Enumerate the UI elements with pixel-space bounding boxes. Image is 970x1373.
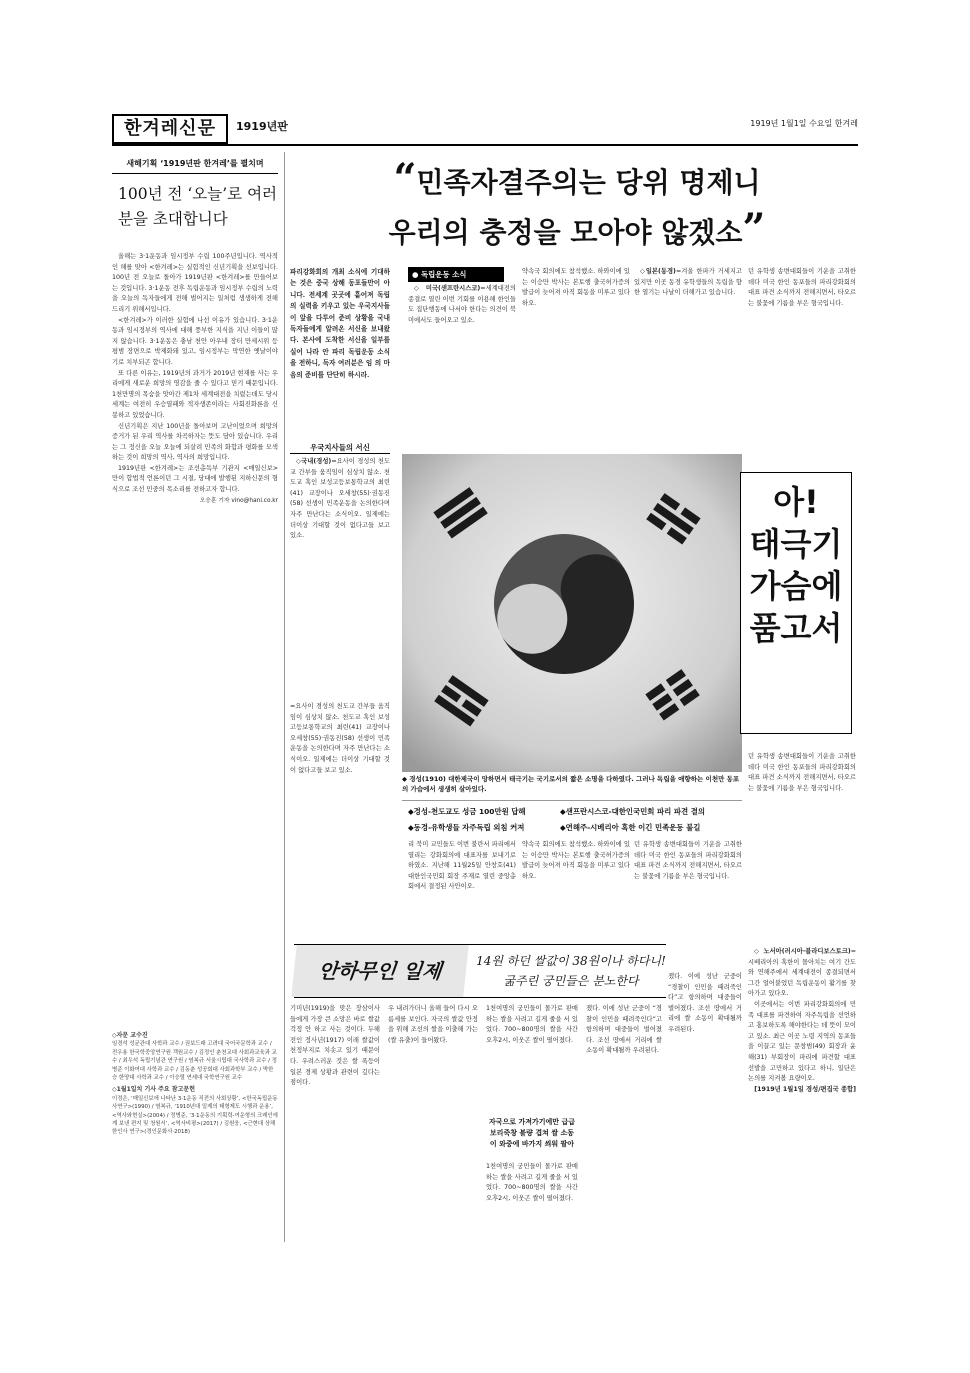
korea-letter — [290, 457, 390, 687]
ah-line: 태극기 — [749, 525, 843, 563]
mid-text-2: 약속국 회의에도 참석했소. 하와이에 있는 이승만 박사는 본토행 출국허가증의 발급이 늦어져 아직 회동을 미루고 있다 하오. — [522, 841, 630, 880]
credits-box — [112, 1032, 278, 1137]
left-headline: 100년 전 ‘오늘’로 여러분을 초대합니다 — [118, 185, 278, 228]
japan-label: ◇일본(동경) — [640, 268, 676, 275]
banner-subtitle: 14원 하던 쌀값이 38원이나 하다니! 굶주린 궁민들은 분노한다 — [476, 954, 666, 988]
right-col-mid: 던 유학생 송변대회들이 기운을 고취한데다 미국 한인 동포들의 파리강화회의 대표 파견 소식까지 전해지면서, 타오르는 불꽃에 기름을 부은 형국입니다. — [748, 753, 856, 792]
references-title: ◇1월1일치 기사 주요 참고문헌 — [112, 1086, 195, 1094]
left-column-body — [112, 252, 278, 1012]
siberia-label: ◇노서아(러시아·블라디보스토크) — [754, 948, 851, 955]
point-item: ◆경성-천도교도 성금 100만원 답해 — [408, 807, 526, 816]
series-label: 새해기획 ‘1919년판 한겨레’를 펼치며 — [112, 158, 278, 174]
banner-title: 안하무인 일제 — [291, 945, 468, 997]
ah-line: 가슴에 — [749, 567, 843, 605]
rice-column-3: 1천여명의 궁민들이 몰가로 판매하는 쌀을 사려고 길게 줄을 서 있었다. 700~800명의 쌀을 사간 오후2시, 이웃곤 쌀이 떨어졌다. — [486, 1005, 578, 1044]
rice-column-2: 우 내려가더니 올해 들어 다시 오름세를 보인다. 자국의 쌀값 안정을 위해 조선의 쌀을 이출해 가는(쌀 유출)이 들어왔다. — [388, 1005, 478, 1044]
edition-label: 1919년판 — [236, 120, 288, 133]
credits-list: 임경석 성균관대 사학과 교수 / 권보드래 고려대 국어국문학과 교수 / 전우용 한국학중앙연구원 객원교수 / 김정인 춘천교대 사회과교육과 교수 / 최우석 독립기념관 연구원 / 염복규 서울시립대 국사학과 교수 / 정병준 이화여대 사학과 교수 / 김동춘 성공회대 사회과학부 교수 / 박한승 한양대 사학과 교수 / 이승렬 연세대 국학연구원 교수 — [112, 1041, 277, 1082]
korea-text: =요사이 경성의 천도교 간부들 움직임이 심상치 않소. 천도교 혹인 보성고등보통학교의 최린(41) 교장이나 오세창(55)·권동진(58) 선생이 민족운동을 논의한다며 자주 만난다는 소식이오. 일제에는 더이상 기대할 것이 없다고들 보고 있소. — [290, 458, 390, 540]
rice-column-5: 쟀다. 이에 성난 군중이 “경찰이 인민을 때려죽인다”고 항의하며 대중들이 벌어졌다. 조선 땅에서 거리에 쌀 소동이 확대될까 우려된다. — [668, 973, 742, 1033]
japan-letter — [634, 267, 742, 442]
korea-letter-cont: =요사이 경성의 천도교 간부들 움직임이 심상치 않소. 천도교 혹인 보성고등보통학교의 최린(41) 교장이나 오세창(55)·권동진(58) 선생이 민족운동을 논의한다며 자주 만난다는 소식이오. 일제에는 더이상 기대할 것이 없다고들 보고 있소. — [290, 703, 390, 774]
usa-label: ◇미국(샌프란시스코) — [414, 285, 481, 292]
masthead — [112, 112, 858, 146]
headline-line-1: 민족자결주의는 당위 명제니 — [416, 166, 761, 199]
newspaper-page — [112, 112, 858, 1248]
intro-text: 파리강화회의 개최 소식에 기대하는 것은 중국 상해 동포들만이 아니다. 전세계 곳곳에 흩어져 독립의 실력을 키우고 있는 우국지사들이 앞을 다투어 준비 상황을 국내 독자들에게 알려온 서신을 보내왔다. 본사에 도착한 서신을 일부를 실어 나라 안 파리 독립운동 소식을 전하니, 독자 여러분은 임 의 마음의 준비를 단단히 하시라. — [290, 268, 390, 379]
main-headline — [297, 156, 857, 256]
open-quote: “ — [393, 155, 417, 202]
mid-text-3: 던 유학생 송변대회들이 기운을 고취한데다 미국 한인 동포들의 파리강화회의 대표 파견 소식까지 전해지면서, 타오르는 불꽃에 기름을 부은 형국입니다. — [634, 841, 742, 880]
rice-boxhead: 자국으로 가져가기에만 급급 보리죽창 불량 겹쳐 쌀 소동 이 와중에 바가지 씌워 팔아 — [488, 1118, 576, 1148]
rice-column-3b: 1천여명의 궁민들이 몰가로 판매하는 쌀을 사려고 길게 줄을 서 있었다. 700~800명의 쌀을 사간 오후2시, 이웃곤 쌀이 떨어졌다. — [486, 1163, 578, 1202]
left-paragraph: 또 다른 이유는, 1919년의 과거가 2019년 현재를 사는 우리에게 새로운 희망의 영감을 줄 수 있다고 믿기 때문입니다. 1천만명의 목숨을 앗아간 제1차 세계대전을 치렀는데도 당시 세계는 여전히 우승열패와 적자생존이라는 사회진화론을 신봉하고 있었습니다. — [112, 369, 278, 419]
credits-title: ◇자문 교수진 — [112, 1032, 148, 1039]
siberia-text: =시베리아의 혹한이 몰아치는 여기 간도와 연해주에서 세계대전이 종결되면서 그간 얼어붙었던 독립운동이 활기를 찾아가고 있다오. — [748, 948, 856, 998]
left-paragraph: <한겨레>가 이러한 실험에 나선 이유가 있습니다. 3·1운동과 임시정부의 역사에 대해 풍부한 지식을 지닌 이들이 많지 않습니다. 3·1운동은 충남 천안 아우내 장터 만세시위 등 평범 장면으로 박제화돼 있고, 임시정부는 막연한 옛날이야기로 치부되곤 합니다. — [112, 316, 278, 366]
right-col-text: 이곳에서는 이번 파리강화회의에 민족 대표를 파견하여 자주독립을 선언하고 홍보하도록 해야한다는 데 뜻이 모이고 있소. 최근 이곳 노령 지역의 동포들을 이끌고 있는 문창범(49) 회장과 윤해(31) 부회장이 파리에 파견할 대표 선발을 고민하고 있다고 하니, 일단은 논의를 지켜볼 요량이오. — [748, 1000, 856, 1083]
references-list: 이정은, ‘매일신보에 나타난 3·1운동 직전의 사회상황’, <한국독립운동사연구>(1990) / 염복규, ‘1910년대 일제의 태형제도 시행과 운용’, <역사와현실>(2004) / 정병준, ‘3·1운동의 기획력-여운형의 크레인에게 보낸 편지 및 청원서’, <역사비평>(2017) / 김원웅, <근현대 상해 한인사 연구>(경인문화사·2018) — [112, 1095, 278, 1136]
newspaper-logo: 한겨레신문 — [112, 114, 228, 144]
japan-text: =겨울 한파가 거세지고 있지만 이곳 동경 유학생들의 독립을 향한 열기는 나날이 더해가고 있습니다. — [634, 268, 742, 297]
left-paragraph: 1919년판 <한겨레>는 조선총독부 기관지 <매일신보>만이 합법적 언론이던 그 시절, 당대에 발행된 지하신문의 형식으로 조선 민중의 목소리를 전하고자 합니다. — [112, 464, 278, 494]
ah-line: 아! — [773, 483, 819, 521]
mid-text: 리 북미 교민들도 이번 불란서 파리에서 열리는 강화회의에 대표자를 보내기로 하였소. 지난해 11월25일 안창호(41) 대한인국민회 회장 주재로 열린 중앙총회에서 결정된 사안이오. — [408, 841, 516, 891]
letters-subhead: 우국지사들의 서신 — [290, 442, 390, 454]
news-label-text: 독립운동 소식 — [421, 270, 467, 279]
point-item: ◆샌프란시스코-대한인국민회 파리 파견 결의 — [560, 807, 705, 816]
taegukgi-image — [402, 454, 742, 772]
left-paragraph: 신년기획은 지난 100년을 돌아보며 고난이었으며 희망의 증거가 된 우리 역사를 차곡하자는 뜻도 담아 있습니다. 우리는 그 정신을 오늘 오늘에 되살려 민족의 화합과 평화를 모색하는 것이 희망의 역사, 역사의 희망입니다. — [112, 422, 278, 462]
news-label — [408, 267, 504, 282]
headline-line-2: 우리의 충정을 모아야 않겠소 — [388, 216, 743, 249]
left-paragraph: 올해는 3·1운동과 임시정부 수립 100주년입니다. 역사적인 해를 맞아 <한겨레>는 실험적인 신년기획을 선보입니다. 100년 전 오늘로 돌아가 1919년판 <한겨레>를 만들어보는 것입니다. 3·1운동 전후 독립운동과 임시정부 수립의 노력을 오늘의 독자들에게 전해 벌어지는 일처럼 생생하게 전해드리기 위해서입니다. — [112, 253, 278, 313]
ah-line: 품고서 — [749, 609, 843, 647]
right-top-column: 던 유학생 송변대회들이 기운을 고취한데다 미국 한인 동포들의 파리강화회의 대표 파견 소식까지 전해지면서, 타오르는 불꽃에 기름을 부은 형국입니다. — [748, 268, 856, 307]
usa-letter — [408, 284, 516, 444]
points-rule — [402, 800, 742, 801]
photo-caption: ◆ 경성(1910) 대한제국이 망하면서 태극기는 국기로서의 짧은 소명을 다하였다. 그러나 독립을 애향하는 이천만 동포의 가슴에서 생생히 살아있다. — [402, 775, 740, 793]
column-rule — [284, 152, 285, 1242]
closing-note: [1919년 1월1일 경성/편집국 종합] — [754, 1085, 856, 1093]
korea-label: ◇국내(경성) — [296, 458, 332, 465]
issue-date: 1919년 1월1일 수요일 한겨레 — [750, 119, 858, 128]
rice-banner — [294, 944, 666, 998]
taegukgi-photo — [402, 454, 742, 772]
byline: 오승훈 기자 vino@hani.co.kr — [199, 497, 278, 504]
intro-col-2: 약속국 회의에도 참석했소. 하와이에 있는 이승만 박사는 본토행 출국허가증의 발급이 늦어져 아직 회동을 미루고 있다 하오. — [522, 268, 630, 307]
rice-column-4: 쟀다. 이에 성난 군중이 “경찰이 인민을 때려죽인다”고 항의하며 대중들이 벌어졌다. 조선 땅에서 거리에 쌀 소동이 확대될까 우려된다. — [586, 1005, 662, 1055]
usa-text: =세계대전의 종결로 열린 이번 기회를 이용해 한인들도 집단행동에 나서야 한다는 의견이 북미에서도 들어오고 있소. — [408, 285, 516, 324]
point-item: ◆동경-유학생들 자주독립 외침 커져 — [408, 823, 525, 832]
globe-icon: ● — [412, 270, 419, 279]
ah-taegukgi-box — [740, 472, 852, 734]
close-quote: ” — [742, 205, 766, 252]
rice-column-1: 기미년(1919)을 맞은 장삼이사들에게 가장 큰 소망은 바로 쌀값 걱정 안 하고 사는 것이다. 두해 전인 정사년(1917) 이래 쌀값이 천정부지로 치솟고 있기 때문이다. 우려스러운 것은 쌀 폭등이 일본 경제 상황과 관련이 깊다는 점이다. — [290, 1005, 380, 1087]
siberia-letter — [748, 947, 856, 1242]
point-item: ◆연해주-시베리아 혹한 이긴 민족운동 불길 — [560, 823, 701, 832]
